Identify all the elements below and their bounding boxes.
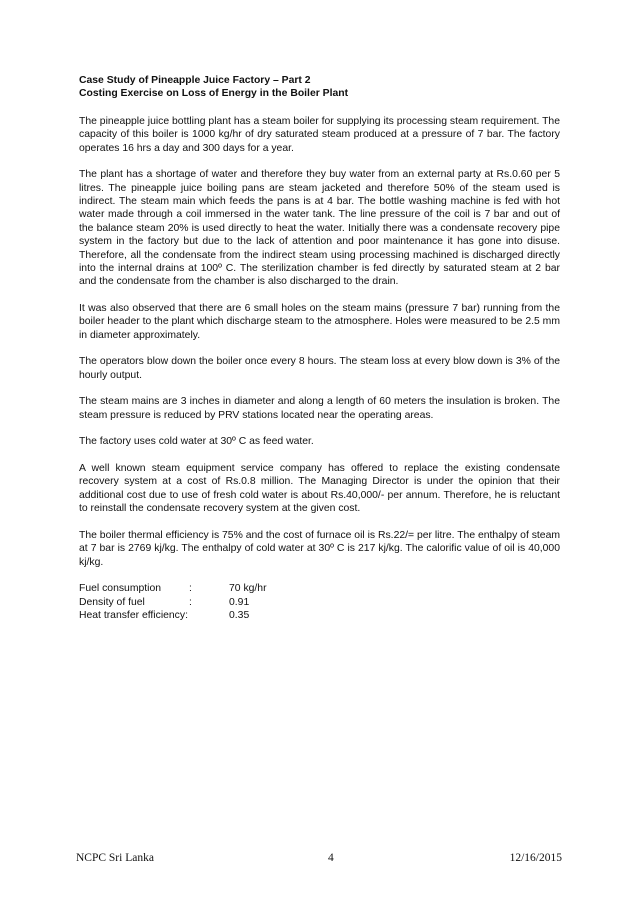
title-block — [79, 74, 560, 101]
specs-list — [79, 582, 560, 622]
spec-value: 70 kg/hr — [229, 583, 267, 595]
footer-organization: NCPC Sri Lanka — [76, 852, 154, 864]
footer-page-number: 4 — [328, 852, 334, 864]
spec-separator: : — [189, 596, 192, 608]
paragraph-blow-down: The operators blow down the boiler once every 8 hours. The steam loss at every blow down is 3% of the hourly output. — [79, 356, 560, 381]
paragraph-condensate-offer: A well known steam equipment service company has offered to replace the existing condensate recovery system at a cost of Rs.0.8 million. The Managing Director is under the opinion that their additional cost due to use of fresh cold water is about Rs.40,000/- per annum. Therefore, he is reluctant to reinstall the condensate recovery system at the given cost. — [79, 463, 560, 515]
page-content — [79, 74, 560, 622]
paragraph-steam-holes: It was also observed that there are 6 small holes on the steam mains (pressure 7 bar) running from the boiler header to the plant which discharge steam to the atmosphere. Holes were measured to be 2.5 mm in diameter approximately. — [79, 303, 560, 341]
spec-label: Fuel consumption — [79, 583, 162, 595]
paragraph-water-shortage: The plant has a shortage of water and therefore they buy water from an external party at Rs.0.60 per 5 litres. The pineapple juice boiling pans are steam jacketed and therefore 50% of the steam used is indirect. The steam main which feeds the pans is at 4 bar. The bottle washing machine is fed with hot water made through a coil immersed in the water tank. The line pressure of the coil is 7 bar and out of the balance steam 20% is used directly to heat the water. Initially there was a condensate recovery pipe system in the factory but due to the lack of attention and poor maintenance it has gone into disuse. Therefore, all the condensate from the indirect steam using processing machined is discharged directly into the internal drains at 100º C. The sterilization chamber is fed directly by saturated steam at 2 bar and the condensate from the chamber is also discharged to the drain. — [79, 169, 560, 288]
spec-value: 0.35 — [229, 610, 250, 622]
spec-value: 0.91 — [229, 596, 250, 608]
spec-row — [79, 582, 560, 595]
spec-separator: : — [189, 583, 192, 595]
title-line-1: Case Study of Pineapple Juice Factory – Part 2 — [79, 75, 311, 86]
spec-label: Heat transfer efficiency: — [79, 610, 188, 622]
spec-separator — [189, 609, 229, 622]
paragraph-feed-water: The factory uses cold water at 30º C as feed water. — [79, 436, 314, 448]
paragraph-boiler-capacity: The pineapple juice bottling plant has a steam boiler for supplying its processing steam requirement. The capacity of this boiler is 1000 kg/hr of dry saturated steam produced at a pressure of 7 bar. The factory operates 16 hrs a day and 300 days for a year. — [79, 115, 560, 154]
title-line-2: Costing Exercise on Loss of Energy in the Boiler Plant — [79, 88, 349, 100]
spec-label: Density of fuel — [79, 596, 145, 608]
paragraph-efficiency: The boiler thermal efficiency is 75% and the cost of furnace oil is Rs.22/= per litre. The enthalpy of steam at 7 bar is 2769 kj/kg. The enthalpy of cold water at 30º C is 217 kj/kg. The calorific value of oil is 40,000 kj/kg. — [79, 529, 561, 568]
spec-row — [79, 596, 560, 609]
spec-row — [79, 609, 560, 622]
paragraph-steam-mains: The steam mains are 3 inches in diameter and along a length of 60 meters the insulation is broken. The steam pressure is reduced by PRV stations located near the operating areas. — [79, 396, 560, 421]
footer-date: 12/16/2015 — [509, 852, 562, 864]
